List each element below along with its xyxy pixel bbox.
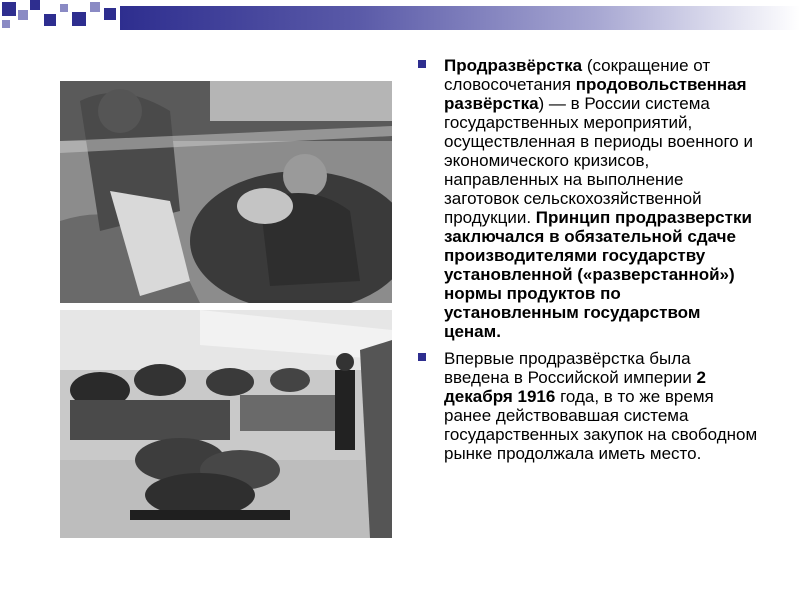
historical-photo-loaded-sleds-icon (60, 310, 392, 538)
bullet-item (416, 56, 760, 341)
header-square-9 (104, 8, 116, 20)
photo-bottom-drawing (60, 310, 392, 538)
text-segment: ) — в России система государственных мероприятий, осуществленная в периоды военного и экономического кризисов, направленных на выполнение заготовок сельскохозяйственной продукции. (444, 94, 753, 227)
text-segment: года, в то же время ранее действовавшая система государственных закупок на свободном рынке продолжала иметь место. (444, 387, 758, 463)
bold-text-segment: Принцип продразверстки заключался в обязательной сдаче производителями государству установленной («разверстанной») нормы продуктов по установленным государством ценам. (444, 208, 752, 341)
content-text (416, 56, 760, 471)
header-square-2 (18, 10, 28, 20)
square-bullet-icon (418, 60, 426, 68)
bold-text-segment: продовольственная развёрстка (444, 75, 747, 113)
bold-text-segment: 2 декабря 1916 (444, 368, 706, 406)
bullet-item (416, 349, 760, 463)
square-bullet-icon (418, 353, 426, 361)
header-square-3 (30, 0, 40, 10)
bullet-text (444, 56, 760, 341)
text-segment: (сокращение от словосочетания (444, 56, 711, 94)
header-square-8 (90, 2, 100, 12)
header-gradient-bar (120, 6, 800, 30)
bullet-text (444, 349, 760, 463)
bold-text-segment: Продразвёрстка (444, 56, 583, 75)
text-segment: Впервые продразвёрстка была введена в Российской империи (444, 349, 697, 387)
historical-photo-grain-pit-icon (60, 81, 392, 303)
header-decoration (0, 0, 800, 30)
header-square-7 (72, 12, 86, 26)
photo-top-drawing (60, 81, 392, 303)
header-square-5 (44, 14, 56, 26)
header-square-4 (2, 20, 10, 28)
header-square-6 (60, 4, 68, 12)
header-square-1 (2, 2, 16, 16)
